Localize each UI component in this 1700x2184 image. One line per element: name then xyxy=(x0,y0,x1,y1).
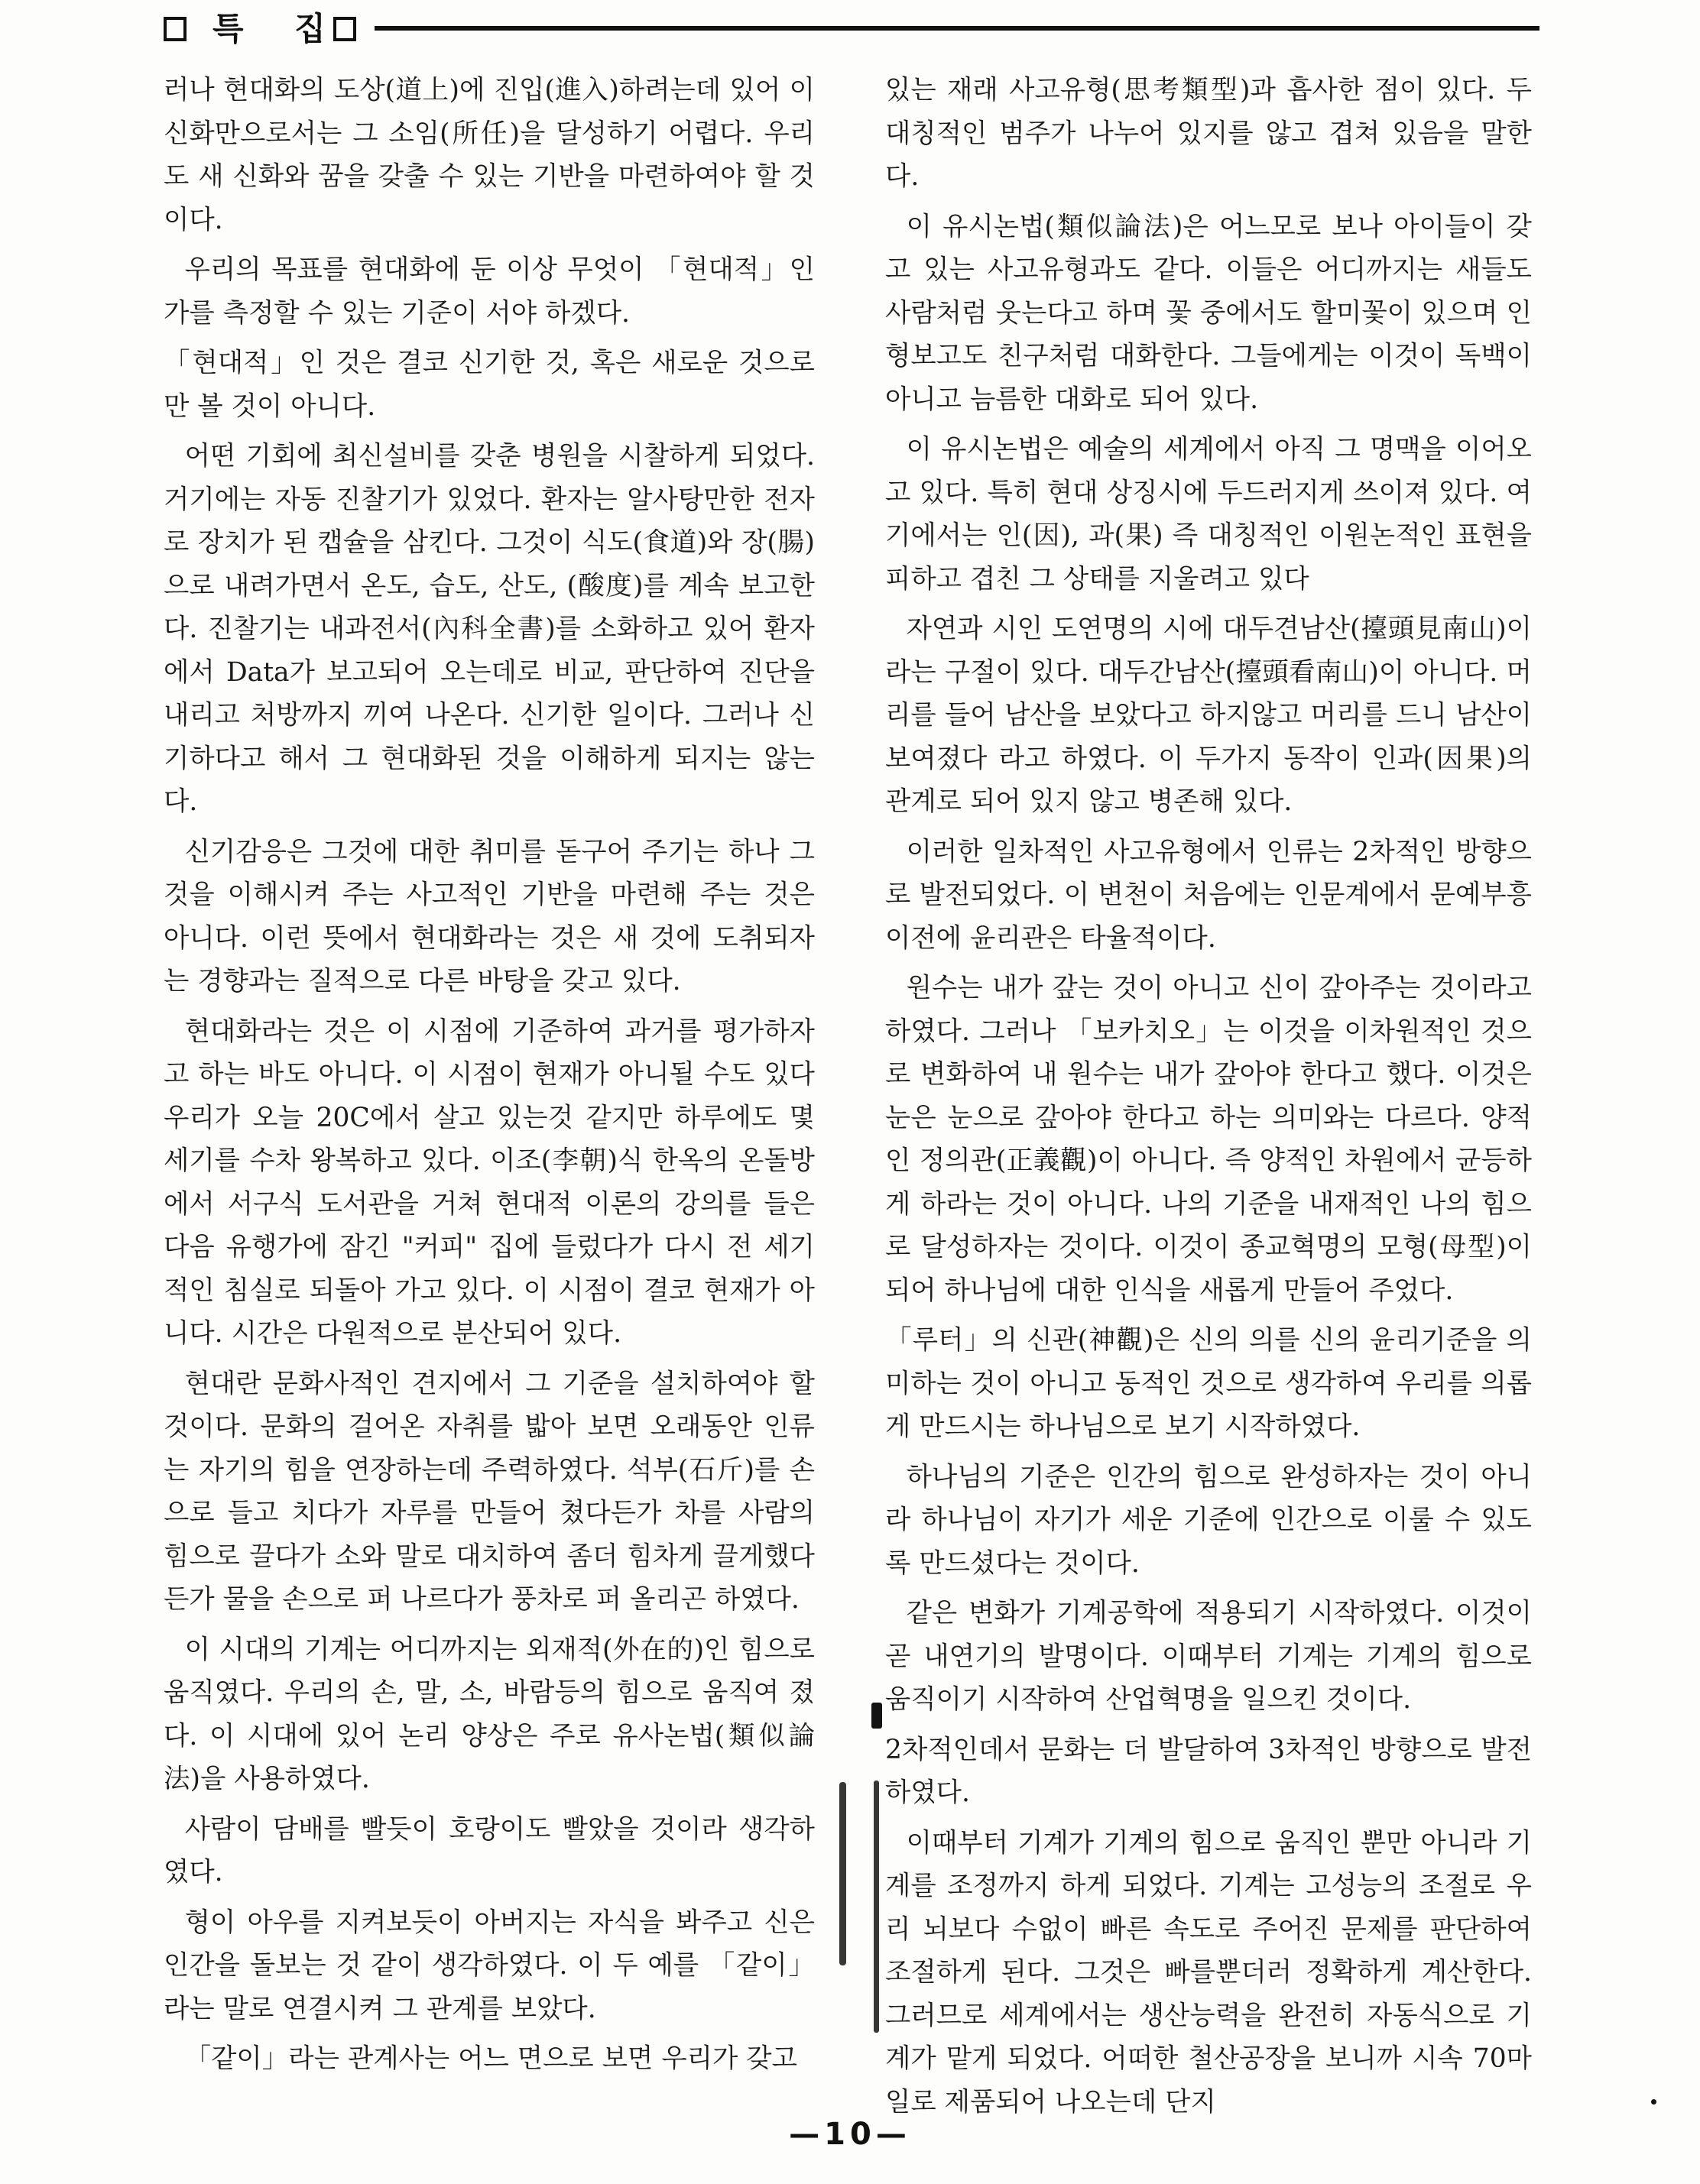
paragraph: 러나 현대화의 도상(道上)에 진입(進入)하려는데 있어 이 신화만으로서는 그 소임(所任)을 달성하기 어렵다. 우리도 새 신화와 꿈을 갖출 수 있는 기반을 마련하여야 할 것이다. xyxy=(164,75,815,235)
paragraph: 있는 재래 사고유형(思考類型)과 흡사한 점이 있다. 두 대칭적인 범주가 나누어 있지를 않고 겹쳐 있음을 말한다. xyxy=(885,75,1532,192)
page-number: —10— xyxy=(789,2117,911,2152)
paragraph: 사람이 담배를 빨듯이 호랑이도 빨았을 것이라 생각하였다. xyxy=(164,1813,815,1888)
paragraph: 2차적인데서 문화는 더 발달하여 3차적인 방향으로 발전하였다. xyxy=(885,1734,1532,1808)
header-box-left-icon xyxy=(164,17,187,41)
paragraph: 이때부터 기계가 기계의 힘으로 움직인 뿐만 아니라 기계를 조정까지 하게 되었다. 기계는 고성능의 조절로 우리 뇌보다 수없이 빠른 속도로 주어진 문제를 판단하여 조절하게 된다. 그것은 빠를뿐더러 정확하게 계산한다. 그러므로 세계에서는 생산능력을 완전히 자동식으로 기계가 맡게 되었다. 어떠한 철산공장을 보니까 시속 70마일로 제품되어 나오는데 단지 xyxy=(885,1827,1532,2118)
paragraph: 이러한 일차적인 사고유형에서 인류는 2차적인 방향으로 발전되었다. 이 변천이 처음에는 인문계에서 문예부흥이전에 윤리관은 타율적이다. xyxy=(885,836,1532,954)
paragraph: 형이 아우를 지켜보듯이 아버지는 자식을 봐주고 신은 인간을 돌보는 것 같이 생각하였다. 이 두 예를 「같이」라는 말로 연결시켜 그 관계를 보았다. xyxy=(164,1907,815,2024)
paragraph: 현대화라는 것은 이 시점에 기준하여 과거를 평가하자고 하는 바도 아니다. 이 시점이 현재가 아니될 수도 있다 우리가 오늘 20C에서 살고 있는것 같지만 하루에도 몇 세기를 수차 왕복하고 있다. 이조(李朝)식 한옥의 온돌방에서 서구식 도서관을 거쳐 현대적 이론의 강의를 들은 다음 유행가에 잠긴 "커피" 집에 들렀다가 다시 전 세기적인 침실로 되돌아 가고 있다. 이 시점이 결코 현재가 아니다. 시간은 다원적으로 분산되어 있다. xyxy=(164,1016,815,1349)
right-column xyxy=(885,69,1532,2131)
paragraph: 「같이」라는 관계사는 어느 면으로 보면 우리가 갖고 xyxy=(184,2043,797,2074)
scan-smudge-mark xyxy=(874,1781,879,2033)
scan-dot-mark xyxy=(1651,2099,1656,2105)
scan-smudge-mark xyxy=(839,1782,846,1965)
paragraph: 이 시대의 기계는 어디까지는 외재적(外在的)인 힘으로 움직였다. 우리의 손, 말, 소, 바람등의 힘으로 움직여 졌다. 이 시대에 있어 논리 양상은 주로 유사논법(類似論法)을 사용하였다. xyxy=(164,1634,815,1794)
section-header xyxy=(164,8,1539,50)
paragraph: 「루터」의 신관(神觀)은 신의 의를 신의 윤리기준을 의미하는 것이 아니고 동적인 것으로 생각하여 우리를 의롭게 만드시는 하나님으로 보기 시작하였다. xyxy=(885,1325,1532,1442)
scan-smudge-mark xyxy=(871,1703,882,1729)
paragraph: 자연과 시인 도연명의 시에 대두견남산(擡頭見南山)이라는 구절이 있다. 대두간남산(擡頭看南山)이 아니다. 머리를 들어 남산을 보았다고 하지않고 머리를 드니 남산이 보여졌다 라고 하였다. 이 두가지 동작이 인과(因果)의 관계로 되어 있지 않고 병존해 있다. xyxy=(885,614,1532,817)
paragraph: 우리의 목표를 현대화에 둔 이상 무엇이 「현대적」인가를 측정할 수 있는 기준이 서야 하겠다. xyxy=(164,254,815,329)
left-column xyxy=(164,69,815,2088)
paragraph: 「현대적」인 것은 결코 신기한 것, 혹은 새로운 것으로만 볼 것이 아니다. xyxy=(164,348,815,422)
paragraph: 현대란 문화사적인 견지에서 그 기준을 설치하여야 할 것이다. 문화의 걸어온 자취를 밟아 보면 오래동안 인류는 자기의 힘을 연장하는데 주력하였다. 석부(石斤)를 손으로 들고 치다가 자루를 만들어 쳤다든가 차를 사람의 힘으로 끌다가 소와 말로 대치하여 좀더 힘차게 끌게했다든가 물을 손으로 퍼 나르다가 풍차로 퍼 올리곤 하였다. xyxy=(164,1368,815,1615)
paragraph: 이 유시논법(類似論法)은 어느모로 보나 아이들이 갖고 있는 사고유형과도 같다. 이들은 어디까지는 새들도 사람처럼 웃는다고 하며 꽃 중에서도 할미꽃이 있으며 인형보고도 친구처럼 대화한다. 그들에게는 이것이 독백이 아니고 늠름한 대화로 되어 있다. xyxy=(885,211,1532,415)
paragraph: 하나님의 기준은 인간의 힘으로 완성하자는 것이 아니라 하나님이 자기가 세운 기준에 인간으로 이룰 수 있도록 만드셨다는 것이다. xyxy=(885,1461,1532,1579)
paragraph: 같은 변화가 기계공학에 적용되기 시작하였다. 이것이 곧 내연기의 발명이다. 이때부터 기계는 기계의 힘으로 움직이기 시작하여 산업혁명을 일으킨 것이다. xyxy=(885,1598,1532,1715)
paragraph: 어떤 기회에 최신설비를 갖춘 병원을 시찰하게 되었다. 거기에는 자동 진찰기가 있었다. 환자는 알사탕만한 전자로 장치가 된 캡슐을 삼킨다. 그것이 식도(食道)와 장(腸)으로 내려가면서 온도, 습도, 산도, (酸度)를 계속 보고한다. 진찰기는 내과전서(內科全書)를 소화하고 있어 환자에서 Data가 보고되어 오는데로 비교, 판단하여 진단을 내리고 처방까지 끼여 나온다. 신기한 일이다. 그러나 신기하다고 해서 그 현대화된 것을 이해하게 되지는 않는다. xyxy=(164,441,815,817)
section-title: 특 집 xyxy=(212,10,346,47)
paragraph: 원수는 내가 갚는 것이 아니고 신이 갚아주는 것이라고 하였다. 그러나 「보카치오」는 이것을 이차원적인 것으로 변화하여 내 원수는 내가 갚아야 한다고 했다. 이것은 눈은 눈으로 갚아야 한다고 하는 의미와는 다르다. 양적인 정의관(正義觀)이 아니다. 즉 양적인 차원에서 균등하게 하라는 것이 아니다. 나의 기준을 내재적인 나의 힘으로 달성하자는 것이다. 이것이 종교혁명의 모형(母型)이 되어 하나님에 대한 인식을 새롭게 만들어 주었다. xyxy=(885,973,1532,1306)
paragraph: 이 유시논법은 예술의 세계에서 아직 그 명맥을 이어오고 있다. 특히 현대 상징시에 두드러지게 쓰이져 있다. 여기에서는 인(因), 과(果) 즉 대칭적인 이원논적인 표현을 피하고 겹친 그 상태를 지울려고 있다 xyxy=(885,434,1532,595)
header-box-right-icon xyxy=(333,17,356,41)
header-rule xyxy=(375,26,1539,31)
paragraph: 신기감응은 그것에 대한 취미를 돋구어 주기는 하나 그것을 이해시켜 주는 사고적인 기반을 마련해 주는 것은 아니다. 이런 뜻에서 현대화라는 것은 새 것에 도취되자는 경향과는 질적으로 다른 바탕을 갖고 있다. xyxy=(164,836,815,996)
